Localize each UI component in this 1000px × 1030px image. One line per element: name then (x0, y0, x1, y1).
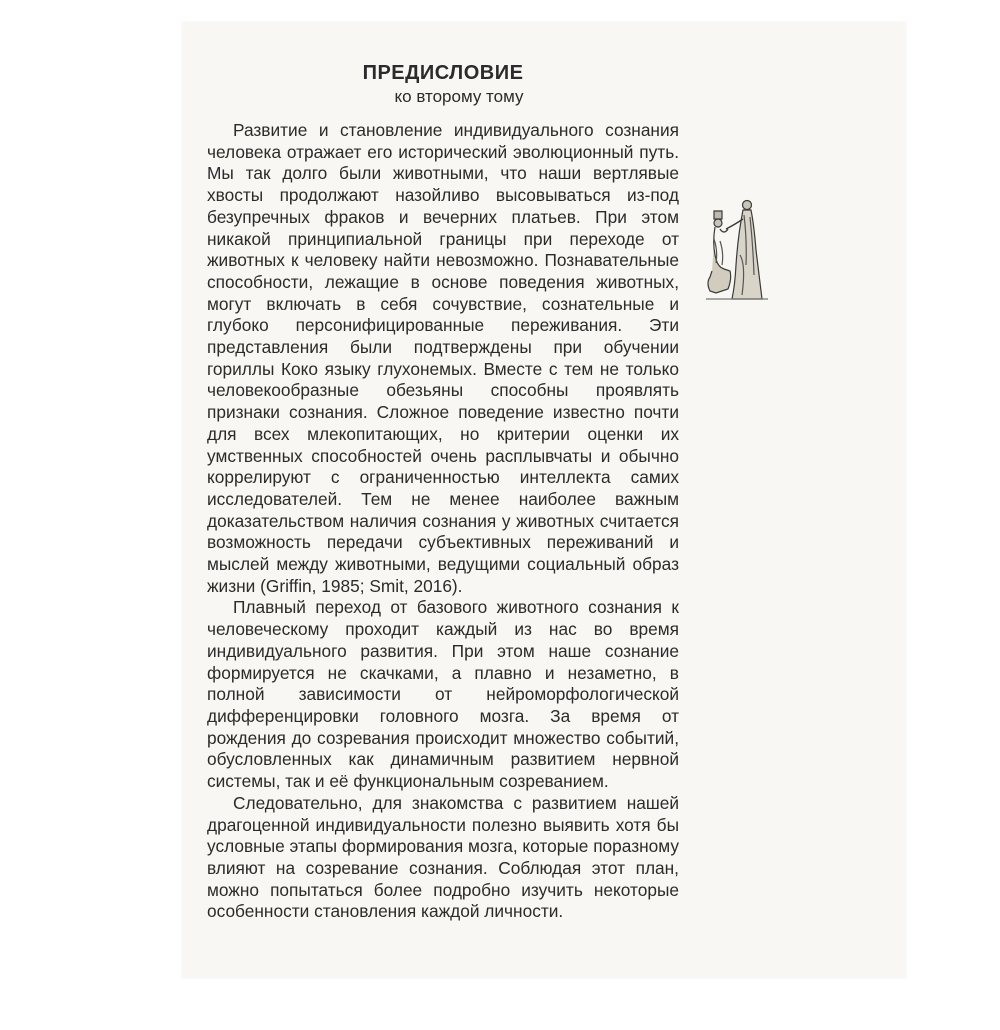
kneeling-figures-illustration (702, 195, 772, 305)
page-subtitle: ко второму тому (394, 87, 524, 106)
page-title: ПРЕДИСЛОВИЕ (362, 62, 524, 84)
book-page (182, 22, 906, 978)
preface-text-block (207, 60, 679, 923)
facing-page-bleed-through (847, 22, 906, 1030)
paragraph-3: Следовательно, для знакомства с развитием нашей драгоценной индивидуальности полезно выявить хотя бы условные этапы формирования мозга, которые поразному влияют на созревание сознания. Соблюдая этот план, можно попытаться более подробно изучить некоторые особенности становления каждой личности. (207, 792, 679, 922)
paragraph-2: Плавный переход от базового животного сознания к человеческому проходит каждый из нас во время индивидуального развития. При этом наше сознание формируется не скачками, а плавно и незаметно, в полной зависимости от нейроморфологической дифференцировки головного мозга. За время от рождения до созревания происходит множество событий, обусловленных как динамичным развитием нервной системы, так и её функциональным созреванием. (207, 597, 679, 792)
paragraph-1: Развитие и становление индивидуального сознания человека отражает его исторический эволюционный путь. Мы так долго были животными, что наши вертлявые хвосты продолжают назойливо высовываться из-под безупречных фраков и вечерних платьев. При этом никакой принципиальной границы при переходе от животных к человеку найти невозможно. Познавательные способности, лежащие в основе поведения животных, могут включать в себя сочувствие, сознательные и глубоко персонифицированные переживания. Эти представления были подтверждены при обучении гориллы Коко языку глухонемых. Вместе с тем не только человекообразные обезьяны способны проявлять признаки сознания. Сложное поведение известно почти для всех млекопитающих, но критерии оценки их умственных способностей очень расплывчаты и обычно коррелируют с ограниченностью интеллекта самих исследователей. Тем не менее наиболее важным доказательством наличия сознания у животных считается возможность передачи субъективных переживаний и мыслей между животными, ведущими социальный образ жизни (Griffin, 1985; Smit, 2016). (207, 120, 679, 596)
